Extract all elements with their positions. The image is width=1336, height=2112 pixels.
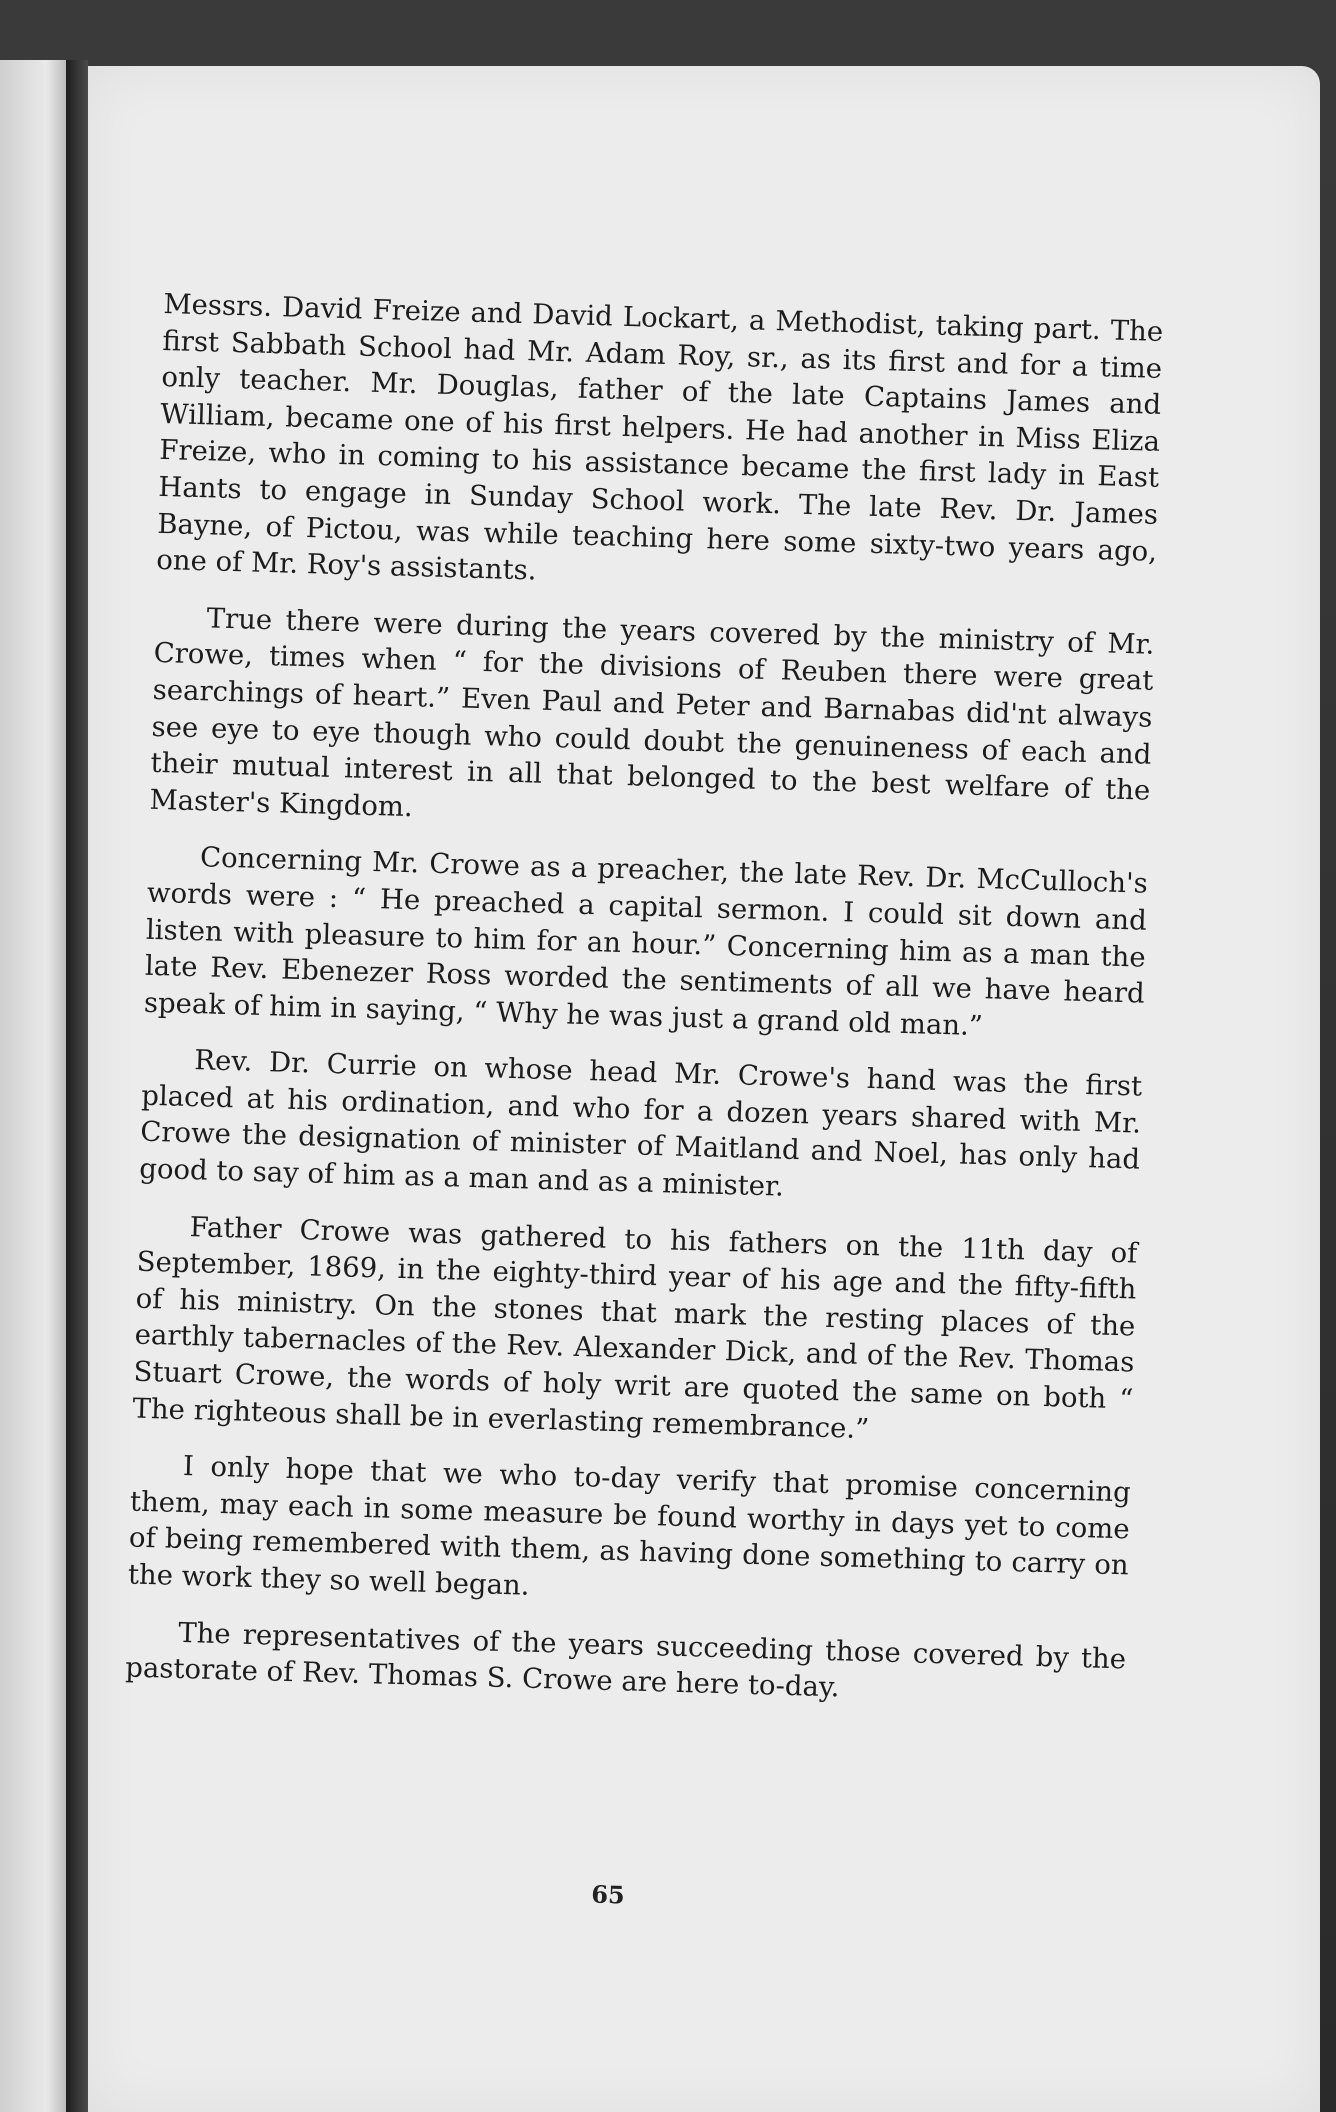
book-gutter: [66, 60, 88, 2112]
paragraph-2: True there were during the years covered by the ministry of Mr. Crowe, times when “ for the divisions of Reuben there were great searchings of heart.” Even Paul and Peter and Barnabas did'nt always see eye to eye though who could doubt the genuineness of each and their mutual interest in all that belonged to the best welfare of the Master's Kingdom.: [149, 602, 1155, 823]
page-number: 65: [590, 1879, 626, 1910]
paragraph-1: Messrs. David Freize and David Lockart, a Methodist, taking part. The first Sabbath School had Mr. Adam Roy, sr., as its first and for a time only teacher. Mr. Douglas, father of the late Captains James and William, became one of his first helpers. He had another in Miss Eliza Freize, who in coming to his assistance became the first lady in East Hants to engage in Sunday School work. The late Rev. Dr. James Bayne, of Pictou, was while teaching here some sixty-two years ago, one of Mr. Roy's assistants.: [155, 287, 1164, 587]
paragraph-4: Rev. Dr. Currie on whose head Mr. Crowe's hand was the first placed at his ordination, and who for a dozen years shared with Mr. Crowe the designation of minister of Maitland and Noel, has only had good to say of him as a man and as a minister.: [138, 1044, 1143, 1203]
paragraph-3: Concerning Mr. Crowe as a preacher, the late Rev. Dr. McCulloch's words were : “ He preached a capital sermon. I could sit down and listen with pleasure to him for an hour.” Concerning him as a man the late Rev. Ebenezer Ross worded the sentiments of all we have heard speak of him in saying, “ Why he was just a grand old man.”: [143, 841, 1149, 1042]
paragraph-7: The representatives of the years succeeding those covered by the pastorate of Rev. Thomas S. Crowe are here to-day.: [124, 1616, 1127, 1704]
facing-page-edge: [0, 60, 66, 2112]
paragraph-5: Father Crowe was gathered to his fathers on the 11th day of September, 1869, in the eighty-third year of his age and the fifty-fifth of his ministry. On the stones that mark the resting places of the earthly tabernacles of the Rev. Alexander Dick, and of the Rev. Thomas Stuart Crowe, the words of holy writ are quoted the same on both “ The righteous shall be in everlasting remembrance.”: [132, 1210, 1138, 1445]
paragraph-6: I only hope that we who to-day verify that promise concerning them, may each in some measure be found worthy in days yet to come of being remembered with them, as having done something to carry on the work they so well began.: [127, 1450, 1132, 1602]
book-page: [88, 66, 1320, 2112]
page-body: [124, 286, 1163, 1734]
